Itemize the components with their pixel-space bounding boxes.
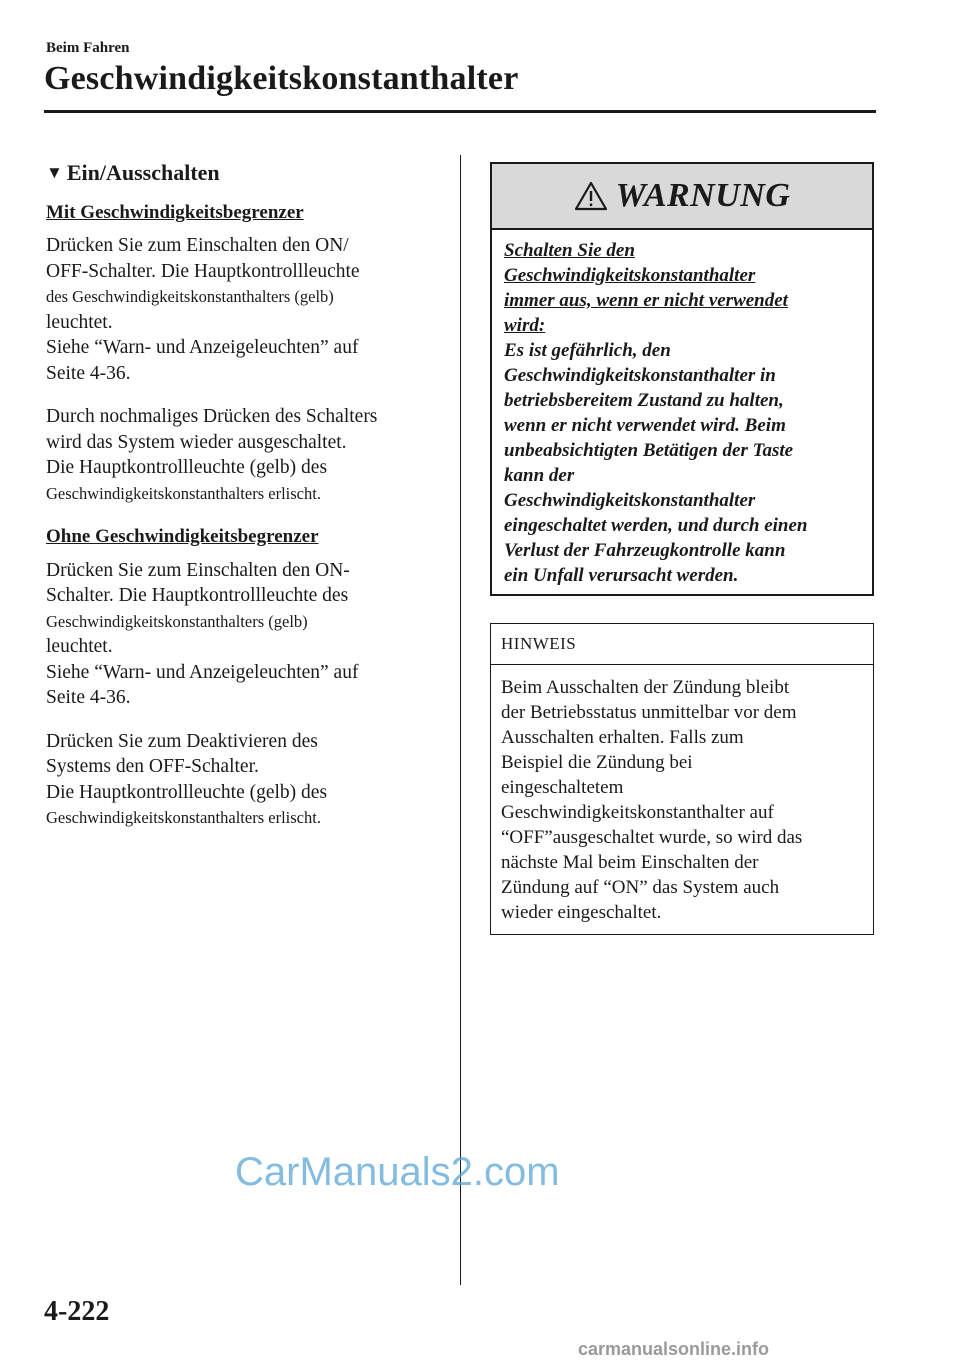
text-line: Beim Ausschalten der Zündung bleibt bbox=[501, 677, 790, 698]
text-line: Geschwindigkeitskonstanthalters (gelb) bbox=[46, 611, 308, 631]
subhead-ohne: Ohne Geschwindigkeitsbegrenzer bbox=[46, 526, 319, 547]
text-line: Drücken Sie zum Deaktivieren des bbox=[46, 730, 318, 752]
text-line: Ausschalten erhalten. Falls zum bbox=[501, 727, 744, 748]
text-line: nächste Mal beim Einschalten der bbox=[501, 852, 759, 873]
section-label: Beim Fahren bbox=[46, 40, 130, 56]
text-line: Verlust der Fahrzeugkontrolle kann bbox=[504, 540, 786, 561]
text-line: Seite 4-36. bbox=[46, 687, 131, 708]
paragraph-mit-1 bbox=[46, 233, 446, 386]
text-line: unbeabsichtigten Betätigen der Taste bbox=[504, 440, 794, 461]
text-line: Schalter. Die Hauptkontrollleuchte des bbox=[46, 585, 349, 606]
text-line: Schalten Sie den bbox=[504, 240, 635, 261]
text-line: betriebsbereitem Zustand zu halten, bbox=[504, 390, 784, 411]
text-line: Es ist gefährlich, den bbox=[504, 340, 671, 361]
warning-body bbox=[492, 230, 872, 588]
warning-box bbox=[490, 162, 874, 596]
text-line: kann der bbox=[504, 465, 575, 486]
text-line: Beispiel die Zündung bei bbox=[501, 752, 693, 773]
subhead-mit: Mit Geschwindigkeitsbegrenzer bbox=[46, 201, 304, 223]
text-line: Siehe “Warn- und Anzeigeleuchten” auf bbox=[46, 337, 359, 358]
column-divider bbox=[460, 155, 461, 1285]
page-number: 4-222 bbox=[44, 1296, 110, 1327]
text-line: Die Hauptkontrollleuchte (gelb) des bbox=[46, 781, 328, 803]
text-line: ein Unfall verursacht werden. bbox=[504, 565, 739, 586]
text-line: OFF-Schalter. Die Hauptkontrollleuchte bbox=[46, 260, 360, 282]
text-line: immer aus, wenn er nicht verwendet bbox=[504, 290, 788, 311]
text-line: wenn er nicht verwendet wird. Beim bbox=[504, 415, 786, 436]
text-line: Geschwindigkeitskonstanthalter bbox=[504, 265, 756, 286]
text-line: leuchtet. bbox=[46, 636, 113, 657]
warning-triangle-icon bbox=[574, 181, 608, 211]
text-line: Drücken Sie zum Einschalten den ON- bbox=[46, 559, 350, 581]
warning-lead bbox=[504, 238, 860, 338]
text-line: wieder eingeschaltet. bbox=[501, 902, 662, 923]
paragraph-ohne-1 bbox=[46, 558, 446, 711]
text-line: Siehe “Warn- und Anzeigeleuchten” auf bbox=[46, 661, 359, 683]
text-line: Die Hauptkontrollleuchte (gelb) des bbox=[46, 457, 328, 478]
text-line: Systems den OFF-Schalter. bbox=[46, 756, 259, 777]
text-line: der Betriebsstatus unmittelbar vor dem bbox=[501, 702, 797, 723]
text-line: Seite 4-36. bbox=[46, 362, 131, 384]
text-line: Geschwindigkeitskonstanthalters erlischt. bbox=[46, 483, 321, 503]
text-line: Zündung auf “ON” das System auch bbox=[501, 877, 780, 898]
text-line: wird: bbox=[504, 315, 546, 336]
text-line: Geschwindigkeitskonstanthalter bbox=[504, 490, 756, 511]
footer-source-link[interactable]: carmanualsonline.info bbox=[578, 1339, 770, 1359]
text-line: “OFF”ausgeschaltet wurde, so wird das bbox=[501, 827, 803, 848]
paragraph-mit-2 bbox=[46, 404, 446, 506]
section-heading bbox=[46, 160, 446, 186]
warning-title: WARNUNG bbox=[615, 177, 791, 214]
left-column bbox=[46, 160, 446, 849]
text-line: Geschwindigkeitskonstanthalters erlischt. bbox=[46, 808, 321, 827]
title-rule bbox=[44, 110, 876, 113]
note-box bbox=[490, 623, 874, 935]
text-line: eingeschaltetem bbox=[501, 777, 624, 798]
triangle-down-icon: ▼ bbox=[46, 163, 63, 182]
watermark: CarManuals2.com bbox=[235, 1150, 560, 1194]
text-line: eingeschaltet werden, und durch einen bbox=[504, 515, 808, 536]
paragraph-ohne-2 bbox=[46, 729, 446, 831]
text-line: des Geschwindigkeitskonstanthalters (gelb) bbox=[46, 287, 334, 306]
text-line: Geschwindigkeitskonstanthalter auf bbox=[501, 802, 774, 823]
warning-header bbox=[492, 164, 872, 230]
text-line: wird das System wieder ausgeschaltet. bbox=[46, 431, 347, 453]
note-title: HINWEIS bbox=[491, 624, 873, 665]
text-line: leuchtet. bbox=[46, 311, 113, 333]
note-body bbox=[491, 665, 873, 925]
text-line: Durch nochmaliges Drücken des Schalters bbox=[46, 406, 378, 427]
page-title: Geschwindigkeitskonstanthalter bbox=[44, 60, 519, 97]
text-line: Drücken Sie zum Einschalten den ON/ bbox=[46, 235, 349, 256]
text-line: Geschwindigkeitskonstanthalter in bbox=[504, 365, 776, 386]
section-heading-text: Ein/Ausschalten bbox=[66, 160, 220, 185]
